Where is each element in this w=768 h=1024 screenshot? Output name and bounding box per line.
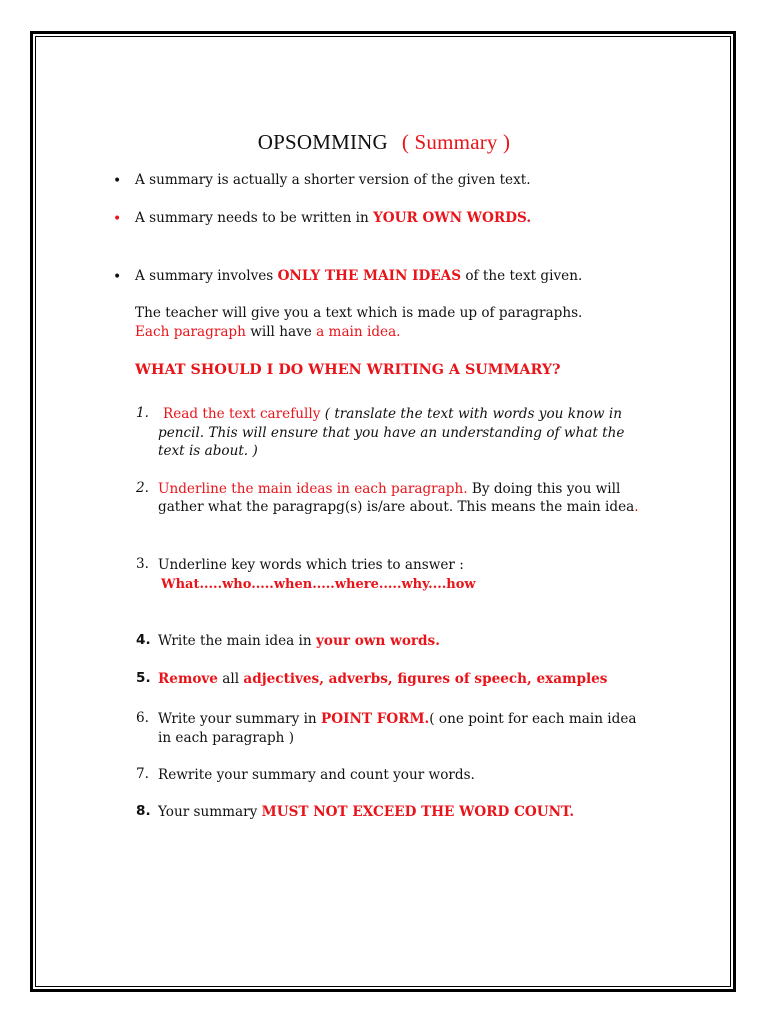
bullet-marker: • (113, 211, 122, 227)
paragraph-red-2: a main idea. (316, 324, 401, 340)
step-5 (158, 670, 607, 689)
step-1-line-2: pencil. This will ensure that you have an understanding of what the (158, 425, 625, 441)
step-5-number: 5. (136, 670, 151, 686)
step-4 (158, 632, 440, 651)
bullet-2-text: A summary needs to be written in (135, 210, 374, 226)
step-8-number: 8. (136, 803, 151, 819)
step-2-line-2-text: gather what the paragrapg(s) is/are about. This means the main idea (158, 499, 635, 515)
bullet-3 (135, 268, 582, 284)
step-8-red: MUST NOT EXCEED THE WORD COUNT. (261, 804, 575, 820)
step-4-red: your own words. (315, 633, 440, 649)
step-6-text: Write your summary in (158, 711, 322, 727)
step-4-text: Write the main idea in (158, 633, 316, 649)
page-title (0, 130, 768, 155)
bullet-2 (135, 210, 531, 226)
step-4-number: 4. (136, 632, 151, 648)
bullet-marker: • (113, 269, 122, 285)
step-1-line-3: text is about. ) (158, 443, 258, 459)
step-3-number: 3. (136, 556, 149, 572)
step-8 (158, 803, 574, 822)
step-8-text: Your summary (158, 804, 262, 820)
step-2-line-2 (158, 498, 639, 517)
paragraph-mid: will have (245, 324, 317, 340)
step-6-red: POINT FORM. (321, 711, 430, 727)
step-1-italic-1: ( translate the text with words you know in (320, 406, 622, 422)
step-2-red: Underline the main ideas in each paragraph. (158, 481, 468, 497)
bullet-3-highlight: ONLY THE MAIN IDEAS (277, 268, 462, 284)
step-1-red: Read the text carefully (163, 406, 321, 422)
paragraph-line-1: The teacher will give you a text which is made up of paragraphs. (135, 305, 583, 321)
step-1 (163, 405, 622, 424)
step-2-number: 2. (136, 480, 149, 496)
section-heading: WHAT SHOULD I DO WHEN WRITING A SUMMARY? (135, 362, 561, 378)
bullet-1 (135, 172, 531, 188)
title-main: OPSOMMING (257, 130, 388, 154)
question-words: What.....who.....when.....where.....why....how (161, 577, 476, 592)
bullet-3-text-end: of the text given. (461, 268, 583, 284)
step-6-line-2: in each paragraph ) (158, 730, 295, 746)
step-2-line-2-end: . (634, 499, 639, 515)
paragraph-red-1: Each paragraph (135, 324, 246, 340)
bullet-1-text: A summary is actually a shorter version of the given text. (135, 172, 531, 188)
step-7-number: 7. (136, 766, 149, 782)
step-2-text: By doing this you will (467, 481, 621, 497)
bullet-marker: • (113, 173, 122, 189)
step-5-red-2: adjectives, adverbs, figures of speech, examples (243, 671, 608, 687)
step-7: Rewrite your summary and count your words. (158, 767, 475, 783)
step-6 (158, 710, 636, 729)
step-2 (158, 480, 620, 499)
step-5-red-1: Remove (158, 671, 218, 687)
step-1-number: 1. (136, 405, 149, 421)
step-5-text: all (217, 671, 244, 687)
paragraph-line-2 (135, 323, 582, 342)
step-6-text-end: ( one point for each main idea (429, 711, 637, 727)
title-sub: ( Summary ) (401, 130, 511, 154)
step-6-number: 6. (136, 710, 149, 726)
bullet-3-text: A summary involves (135, 268, 278, 284)
bullet-2-highlight: YOUR OWN WORDS. (373, 210, 532, 226)
intro-paragraph (135, 304, 582, 342)
step-3: Underline key words which tries to answer : (158, 557, 464, 573)
